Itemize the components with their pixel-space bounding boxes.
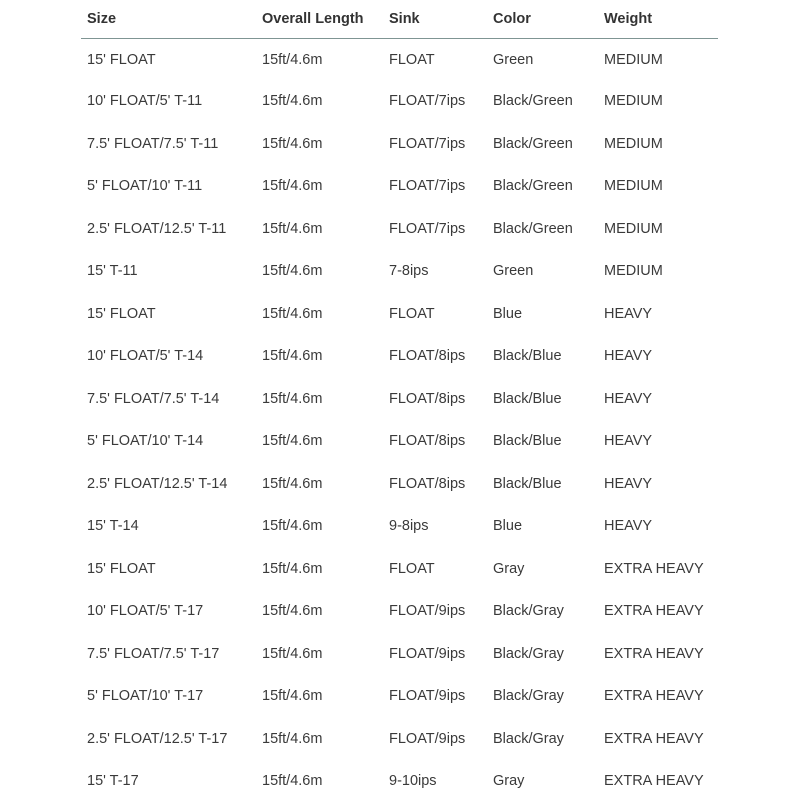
color-cell: Black/Green xyxy=(493,135,573,152)
table-row xyxy=(81,250,718,293)
sink-cell: FLOAT/9ips xyxy=(389,645,466,662)
sink-cell: FLOAT/8ips xyxy=(389,348,466,365)
size-cell: 10' FLOAT/5' T-11 xyxy=(87,93,203,110)
sink-cell: 7-8ips xyxy=(389,263,429,280)
overall-length-cell: 15ft/4.6m xyxy=(262,178,323,195)
overall-length-cell: 15ft/4.6m xyxy=(262,433,323,450)
weight-cell: MEDIUM xyxy=(604,263,663,280)
overall-length-cell: 15ft/4.6m xyxy=(262,51,323,68)
weight-cell: MEDIUM xyxy=(604,178,663,195)
overall-length-cell: 15ft/4.6m xyxy=(262,93,323,110)
sink-cell: FLOAT/7ips xyxy=(389,135,466,152)
column-header-overall-length: Overall Length xyxy=(256,0,383,39)
overall-length-cell: 15ft/4.6m xyxy=(262,730,323,747)
column-header-sink: Sink xyxy=(383,0,487,39)
weight-cell: HEAVY xyxy=(604,348,653,365)
size-cell: 15' FLOAT xyxy=(87,305,156,322)
sink-cell: FLOAT/7ips xyxy=(389,178,466,195)
sink-cell: FLOAT/9ips xyxy=(389,603,466,620)
overall-length-cell: 15ft/4.6m xyxy=(262,773,323,790)
color-cell: Black/Blue xyxy=(493,348,562,365)
size-cell: 7.5' FLOAT/7.5' T-14 xyxy=(87,390,220,407)
size-cell: 10' FLOAT/5' T-14 xyxy=(87,348,204,365)
sink-cell: FLOAT xyxy=(389,51,435,68)
weight-cell: EXTRA HEAVY xyxy=(604,645,704,662)
weight-cell: MEDIUM xyxy=(604,51,663,68)
overall-length-cell: 15ft/4.6m xyxy=(262,475,323,492)
table-row xyxy=(81,548,718,591)
size-cell: 5' FLOAT/10' T-11 xyxy=(87,178,203,195)
sink-cell: 9-10ips xyxy=(389,773,437,790)
size-cell: 15' FLOAT xyxy=(87,51,156,68)
table-row xyxy=(81,590,718,633)
size-cell: 15' T-14 xyxy=(87,518,139,535)
table-row xyxy=(81,505,718,548)
overall-length-cell: 15ft/4.6m xyxy=(262,263,323,280)
overall-length-cell: 15ft/4.6m xyxy=(262,688,323,705)
color-cell: Gray xyxy=(493,560,525,577)
color-cell: Black/Green xyxy=(493,220,573,237)
table-row xyxy=(81,39,718,81)
weight-cell: MEDIUM xyxy=(604,220,663,237)
size-cell: 2.5' FLOAT/12.5' T-14 xyxy=(87,475,228,492)
size-cell: 15' T-11 xyxy=(87,263,138,280)
color-cell: Black/Green xyxy=(493,178,573,195)
sink-cell: FLOAT/8ips xyxy=(389,390,466,407)
weight-cell: EXTRA HEAVY xyxy=(604,688,704,705)
table-row xyxy=(81,293,718,336)
size-cell: 5' FLOAT/10' T-17 xyxy=(87,688,204,705)
weight-cell: HEAVY xyxy=(604,433,653,450)
column-header-weight: Weight xyxy=(598,0,718,39)
table-row xyxy=(81,335,718,378)
color-cell: Green xyxy=(493,263,534,280)
overall-length-cell: 15ft/4.6m xyxy=(262,518,323,535)
sink-cell: FLOAT/9ips xyxy=(389,688,466,705)
size-cell: 15' FLOAT xyxy=(87,560,156,577)
color-cell: Black/Blue xyxy=(493,433,562,450)
size-cell: 7.5' FLOAT/7.5' T-17 xyxy=(87,645,220,662)
table-row xyxy=(81,633,718,676)
weight-cell: EXTRA HEAVY xyxy=(604,773,704,790)
sink-cell: FLOAT/9ips xyxy=(389,730,466,747)
table-row xyxy=(81,165,718,208)
size-cell: 7.5' FLOAT/7.5' T-11 xyxy=(87,135,219,152)
weight-cell: HEAVY xyxy=(604,518,653,535)
weight-cell: EXTRA HEAVY xyxy=(604,560,704,577)
color-cell: Black/Blue xyxy=(493,475,562,492)
table-row xyxy=(81,718,718,761)
weight-cell: EXTRA HEAVY xyxy=(604,603,704,620)
size-cell: 15' T-17 xyxy=(87,773,139,790)
overall-length-cell: 15ft/4.6m xyxy=(262,603,323,620)
sink-cell: FLOAT xyxy=(389,305,435,322)
table-row xyxy=(81,463,718,506)
sink-cell: FLOAT/7ips xyxy=(389,220,466,237)
overall-length-cell: 15ft/4.6m xyxy=(262,305,323,322)
weight-cell: MEDIUM xyxy=(604,93,663,110)
table-body xyxy=(81,39,718,803)
weight-cell: EXTRA HEAVY xyxy=(604,730,704,747)
table-row xyxy=(81,420,718,463)
table-row xyxy=(81,760,718,803)
sink-cell: FLOAT/7ips xyxy=(389,93,466,110)
spec-table xyxy=(81,0,718,803)
sink-cell: FLOAT/8ips xyxy=(389,433,466,450)
sink-cell: FLOAT xyxy=(389,560,435,577)
color-cell: Blue xyxy=(493,305,523,322)
color-cell: Black/Gray xyxy=(493,645,564,662)
size-cell: 10' FLOAT/5' T-17 xyxy=(87,603,204,620)
sink-cell: FLOAT/8ips xyxy=(389,475,466,492)
weight-cell: HEAVY xyxy=(604,475,653,492)
color-cell: Blue xyxy=(493,518,523,535)
color-cell: Black/Green xyxy=(493,93,573,110)
overall-length-cell: 15ft/4.6m xyxy=(262,135,323,152)
color-cell: Black/Blue xyxy=(493,390,562,407)
table-row xyxy=(81,378,718,421)
table-row xyxy=(81,675,718,718)
column-header-color: Color xyxy=(487,0,598,39)
table-row xyxy=(81,208,718,251)
size-cell: 2.5' FLOAT/12.5' T-17 xyxy=(87,730,228,747)
overall-length-cell: 15ft/4.6m xyxy=(262,645,323,662)
overall-length-cell: 15ft/4.6m xyxy=(262,348,323,365)
table-row xyxy=(81,80,718,123)
color-cell: Gray xyxy=(493,773,525,790)
overall-length-cell: 15ft/4.6m xyxy=(262,390,323,407)
overall-length-cell: 15ft/4.6m xyxy=(262,220,323,237)
color-cell: Green xyxy=(493,51,534,68)
color-cell: Black/Gray xyxy=(493,730,564,747)
color-cell: Black/Gray xyxy=(493,688,564,705)
color-cell: Black/Gray xyxy=(493,603,564,620)
weight-cell: MEDIUM xyxy=(604,135,663,152)
column-header-size: Size xyxy=(81,0,256,39)
weight-cell: HEAVY xyxy=(604,305,653,322)
sink-cell: 9-8ips xyxy=(389,518,429,535)
table-row xyxy=(81,123,718,166)
weight-cell: HEAVY xyxy=(604,390,653,407)
overall-length-cell: 15ft/4.6m xyxy=(262,560,323,577)
table-header-row xyxy=(81,0,718,39)
size-cell: 5' FLOAT/10' T-14 xyxy=(87,433,204,450)
size-cell: 2.5' FLOAT/12.5' T-11 xyxy=(87,220,227,237)
